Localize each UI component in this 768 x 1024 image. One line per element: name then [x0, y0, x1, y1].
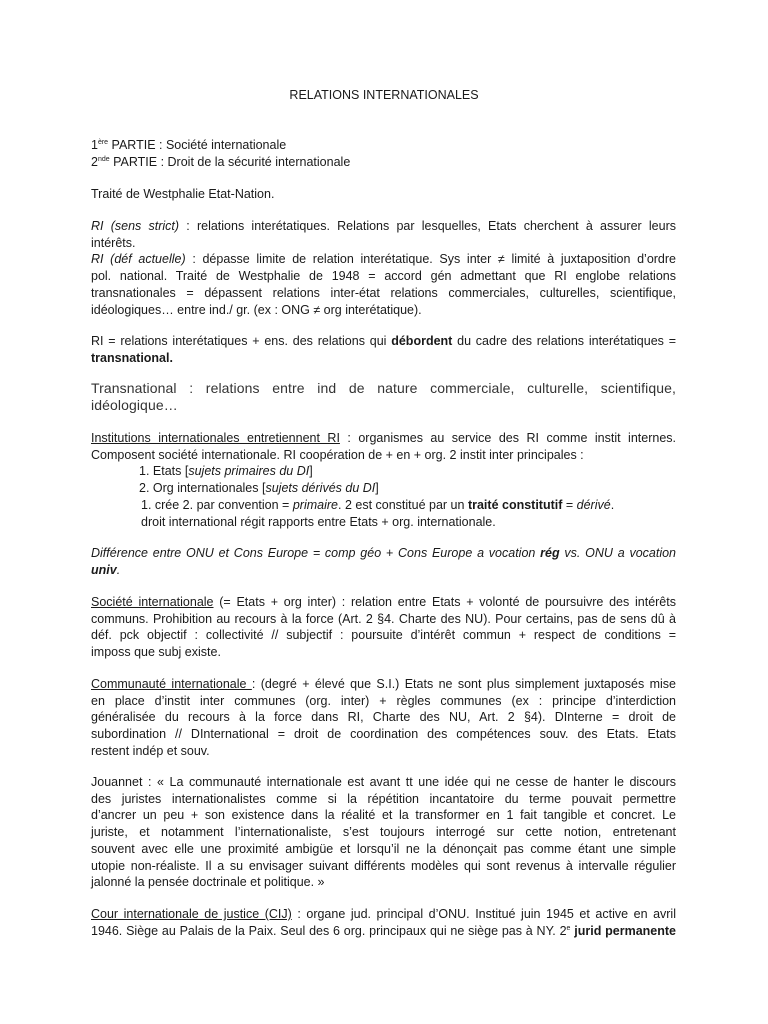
difference-bold: rég	[540, 546, 560, 560]
societe-section	[91, 594, 676, 661]
societe-line2: communs. Prohibition au recours à la force (Art. 2 §4. Charte des NU). Pour certains, pas de sens dû à	[91, 611, 676, 626]
part-1	[91, 137, 676, 154]
jouannet-line6: utopie non-réaliste. Il a su envisager suivant différents modèles qui sont revenus à intervalle régulier	[91, 858, 676, 873]
societe-line1	[91, 594, 676, 611]
part-2-text: PARTIE : Droit de la sécurité internationale	[109, 154, 351, 169]
institutions-item-2	[91, 480, 676, 497]
ri-actuelle-line1	[91, 251, 676, 268]
jouannet-line5: souvent avec elle une proximité ambigüe et lorsqu’il ne la dénonçait pas comme étant une simple	[91, 841, 676, 856]
ri-equation-line1	[91, 333, 676, 350]
part-2	[91, 154, 676, 171]
societe-heading: Société internationale	[91, 595, 214, 609]
transnational-line1: Transnational : relations entre ind de nature commerciale, culturelle, scientifique,	[91, 380, 676, 396]
cij-section	[91, 906, 676, 939]
cij-line2a: 1946. Siège au Palais de la Paix. Seul des 6 org. principaux qui ne siège pas à NY. 2	[91, 923, 567, 938]
ri-actuelle-line3: transnationales = dépassent relations inter-état relations commerciales, culturelles, scientifique,	[91, 285, 676, 300]
difference-line2	[91, 562, 676, 579]
institutions-note-2: droit international régit rapports entre Etats + org. internationale.	[141, 514, 496, 529]
communaute-heading: Communauté internationale	[91, 677, 252, 691]
communaute-line3: généralisée du recours à la force dans RI, Charte des NU, Art. 2 §4). DInterne = droit de	[91, 710, 676, 725]
institutions-heading: Institutions internationales entretiennent RI	[91, 431, 340, 445]
societe-line4: imposs que subj existe.	[91, 645, 221, 660]
institutions-note-1	[91, 497, 676, 514]
ri-strict-line2: intérêts.	[91, 235, 136, 250]
ri-equation	[91, 333, 676, 366]
communaute-text: : (degré + élevé que S.I.) Etats ne sont plus simplement juxtaposés mise	[251, 677, 676, 691]
jouannet-line3: d’ancrer un peu + son existence dans la réalité et la transformer en 1 fait tangible et concret. Le	[91, 808, 676, 823]
ri-actuelle-line4: idéologiques… entre ind./ gr. (ex : ONG ≠ org interétatique).	[91, 302, 422, 317]
ri-strict-text: : relations interétatiques. Relations par lesquelles, Etats cherchent à assurer leurs	[179, 219, 676, 233]
westphalie-text: Traité de Westphalie Etat-Nation.	[91, 187, 275, 201]
institutions-section	[91, 430, 676, 530]
difference-section	[91, 545, 676, 578]
note1-a: 1. crée 2. par convention =	[141, 497, 293, 512]
note1-f: dérivé	[576, 497, 611, 512]
note1-c: . 2 est constitué par un	[338, 497, 468, 512]
part-1-number: 1	[91, 138, 98, 152]
note1-g: .	[610, 497, 615, 512]
jouannet-line7: jalonné la pensée doctrinale et politique. »	[91, 875, 325, 890]
item2-label: 2. Org internationales [	[139, 481, 266, 496]
ri-definitions	[91, 218, 676, 318]
communaute-section	[91, 676, 676, 760]
cij-text: : organe jud. principal d’ONU. Institué juin 1945 et active en avril	[291, 907, 676, 921]
note1-e: =	[562, 497, 577, 512]
cij-line2b: jurid permanente	[570, 923, 676, 938]
jouannet-quote	[91, 774, 676, 891]
document-title: RELATIONS INTERNATIONALES	[289, 88, 479, 102]
cij-sup: e	[566, 924, 571, 932]
part-1-sup: ère	[97, 139, 109, 146]
ri-actuelle-text: : dépasse limite de relation interétatique. Sys inter ≠ limité à juxtaposition d’ordre	[185, 252, 676, 267]
ri-equation-d: transnational.	[91, 350, 173, 365]
institutions-item-1	[91, 463, 676, 480]
difference-line1	[91, 545, 676, 562]
note1-b: primaire	[292, 497, 338, 512]
ri-actuelle-line2: pol. national. Traité de Westphalie de 1948 = accord gén admettant que RI englobe relations	[91, 269, 676, 284]
societe-text: (= Etats + org inter) : relation entre Etats + volonté de poursuivre des intérêts	[213, 595, 676, 609]
part-1-text: PARTIE : Société internationale	[108, 138, 287, 152]
institutions-text: : organismes au service des RI comme instit internes.	[339, 431, 676, 445]
ri-equation-line2	[91, 350, 676, 367]
item1-italic: sujets primaires du DI	[188, 464, 310, 479]
ri-strict-line1	[91, 218, 676, 235]
item1-label: 1. Etats [	[139, 464, 189, 479]
cij-line1	[91, 906, 676, 923]
institutions-line2: Composent société internationale. RI coopération de + en + org. 2 instit inter principales :	[91, 447, 584, 462]
communaute-line4: subordination // DInternational = droit de coordination des compétences souv. des Etats. Etats	[91, 727, 676, 742]
ri-equation-a: RI = relations interétatiques + ens. des relations qui	[91, 334, 392, 348]
difference-end: .	[116, 562, 121, 577]
cij-line2	[91, 923, 676, 940]
item1-end: ]	[309, 464, 313, 479]
parts-list	[91, 137, 676, 170]
item2-italic: sujets dérivés du DI	[265, 481, 376, 496]
transnational-definition	[91, 380, 676, 414]
institutions-line1	[91, 430, 676, 447]
communaute-line2: en place d’instit inter communes (org. inter) + règles communes (ex : principe d’interdiction	[91, 693, 676, 708]
westphalie-line	[91, 186, 676, 203]
communaute-line1	[91, 676, 676, 693]
cij-heading: Cour internationale de justice (CIJ)	[91, 907, 292, 921]
note1-d: traité constitutif	[467, 497, 563, 512]
jouannet-line1: Jouannet : « La communauté internationale est avant tt une idée qui ne cesse de hanter le discours	[91, 775, 676, 789]
jouannet-line2: des juristes internationalistes comme si la répétition incantatoire du terme pouvait permettre	[91, 791, 676, 806]
ri-equation-bold: débordent	[391, 334, 453, 348]
difference-a: Différence entre ONU et Cons Europe = comp géo + Cons Europe a vocation	[91, 546, 541, 560]
difference-c: vs. ONU a vocation	[559, 546, 677, 560]
difference-univ: univ	[91, 562, 117, 577]
communaute-line5: restent indép et souv.	[91, 743, 210, 758]
jouannet-line4: juriste, et notamment l’internationaliste, s’est toujours interrogé sur cette notion, entretenant	[91, 825, 676, 840]
transnational-line2: idéologique…	[91, 397, 178, 413]
societe-line3: déf. pck objectif : collectivité // subjectif : poursuite d’intérêt commun + respect de conditions =	[91, 628, 676, 643]
part-2-sup: nde	[97, 155, 110, 163]
ri-strict-term: RI (sens strict)	[91, 219, 180, 233]
item2-end: ]	[375, 481, 379, 496]
ri-actuelle-term: RI (déf actuelle)	[91, 252, 186, 267]
part-2-number: 2	[91, 154, 98, 169]
ri-equation-c: du cadre des relations interétatiques =	[452, 334, 676, 348]
